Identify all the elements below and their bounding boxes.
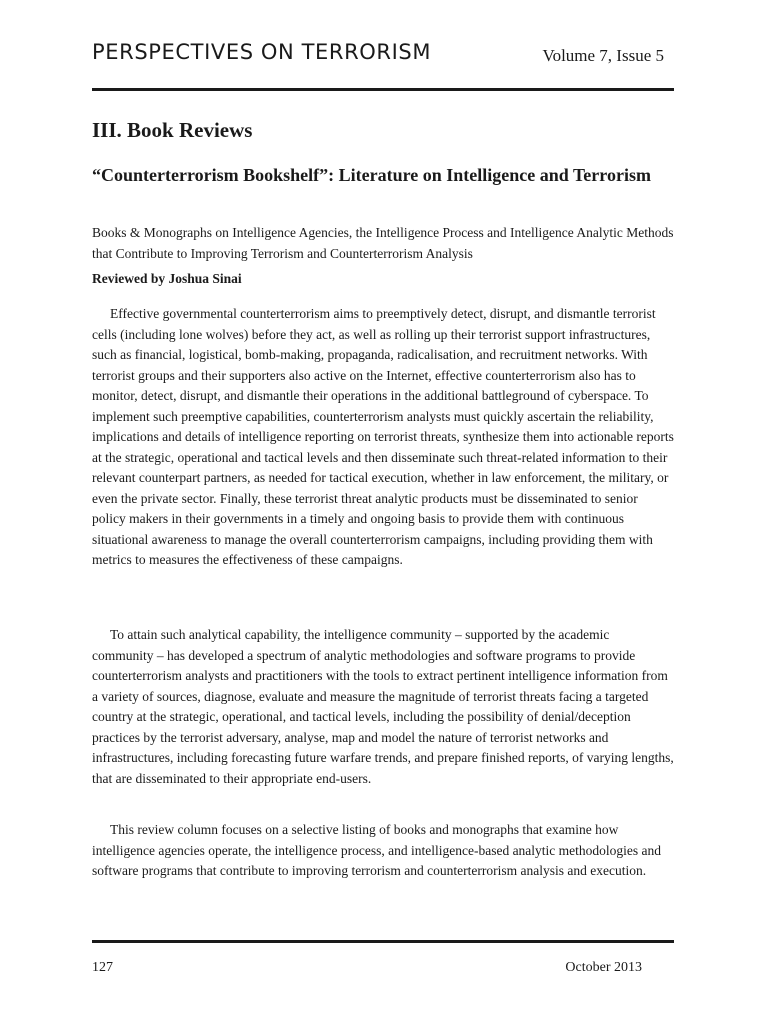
issue-label: Volume 7, Issue 5 bbox=[542, 46, 664, 65]
body-paragraph-1 bbox=[92, 304, 674, 581]
paragraph-text: To attain such analytical capability, the intelligence community – supported by the academic community – has developed a spectrum of analytic methodologies and software programs to provide counterterrorism analysts and practitioners with the tools to extract pertinent intelligence information from a variety of sources, diagnose, evaluate and measure the magnitude of terrorist threats facing a targeted country at the strategic, operational, and tactical levels, including the possibility of denial/deception practices by the terrorist adversary, analyse, map and model the nature of terrorist networks and infrastructures, including forecasting future warfare trends, and prepare finished reports, of varying lengths, that are disseminated to their appropriate end-users. bbox=[92, 627, 674, 786]
paragraph-text: This review column focuses on a selective listing of books and monographs that examine how intelligence agencies operate, the intelligence process, and intelligence-based analytic methodologies and software programs that contribute to improving terrorism and counterterrorism analysis and execution. bbox=[92, 822, 662, 878]
header-divider bbox=[92, 88, 674, 91]
page-header bbox=[92, 40, 674, 74]
section-title: III. Book Reviews bbox=[92, 118, 253, 142]
document-page bbox=[92, 0, 674, 1024]
page-number: 127 bbox=[92, 960, 113, 975]
footer-divider bbox=[92, 940, 674, 943]
body-paragraph-2 bbox=[92, 625, 674, 799]
paragraph-text: Effective governmental counterterrorism aims to preemptively detect, disrupt, and dismantle terrorist cells (including lone wolves) before they act, as well as rolling up their terrorist support infrastructures, such as financial, logistical, bomb-making, propaganda, radicalisation, and recruitment networks. With terrorist groups and their supporters also active on the Internet, effective counterterrorism also has to monitor, detect, disrupt, and dismantle their operations in the additional battleground of cyberspace. To implement such preemptive capabilities, counterterrorism analysts must quickly ascertain the reliability, implications and details of intelligence reporting on terrorist threats, synthesize them into actionable reports at the strategic, operational and tactical levels and then disseminate such threat-related information to their relevant counterpart partners, as needed for tactical execution, whether in law enforcement, the military, or even the private sector. Finally, these terrorist threat analytic products must be disseminated to senior policy makers in their governments in a timely and ongoing basis to provide them with continuous situational awareness to manage the overall counterterrorism campaigns, including providing them with metrics to measures the effectiveness of these campaigns. bbox=[92, 306, 674, 567]
publication-date: October 2013 bbox=[565, 960, 642, 975]
article-title: “Counterterrorism Bookshelf”: Literature on Intelligence and Terrorism bbox=[92, 165, 651, 185]
article-subtitle: Books & Monographs on Intelligence Agencies, the Intelligence Process and Intelligence Analytic Methods that Contribute to Improving Terrorism and Counterterrorism Analysis bbox=[92, 225, 674, 261]
reviewer-byline: Reviewed by Joshua Sinai bbox=[92, 271, 242, 286]
journal-title: PERSPECTIVES ON TERRORISM bbox=[92, 40, 432, 64]
body-paragraph-3 bbox=[92, 820, 674, 892]
